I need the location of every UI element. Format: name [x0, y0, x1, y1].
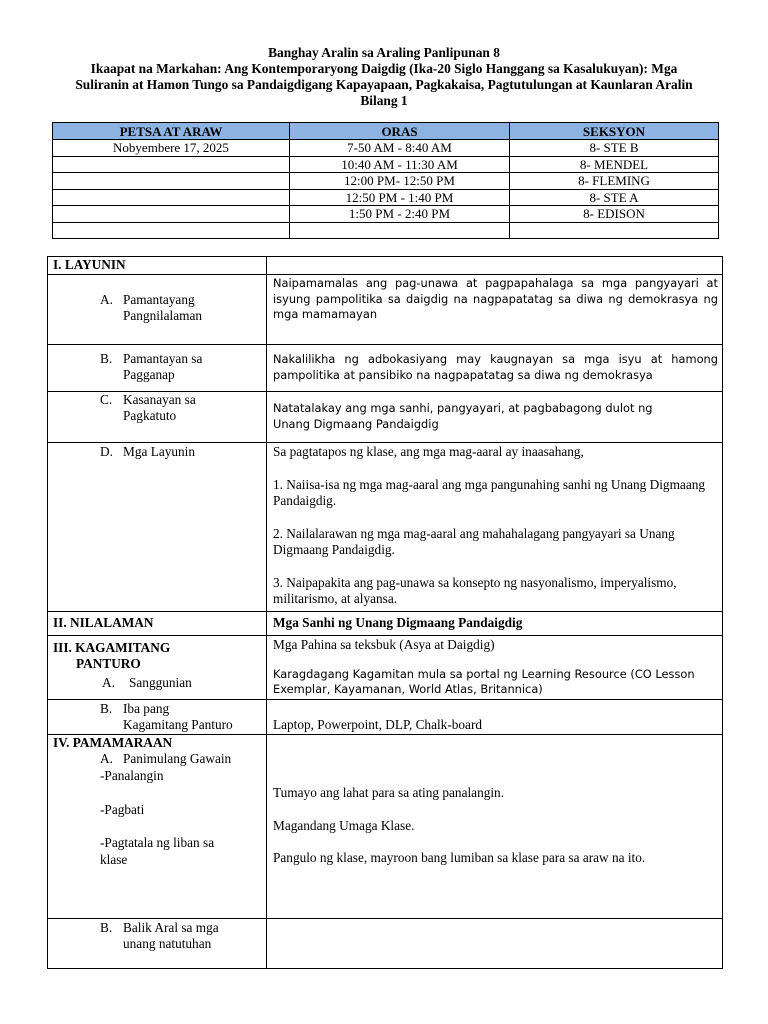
- cell-section: 8- MENDEL: [510, 156, 719, 173]
- cell-date: [53, 189, 290, 206]
- row-layunin-header: [48, 257, 723, 275]
- label-line: Sanggunian: [129, 675, 192, 690]
- pagtatala-text: Pangulo ng klase, mayroon bang lumiban sa klase para sa araw na ito.: [273, 850, 646, 865]
- section-kagamitan-title: III. KAGAMITANG: [53, 640, 171, 655]
- schedule-header-row: [53, 123, 719, 140]
- row-kasanayan-sa-pagkatuto: [48, 392, 723, 443]
- layunin-objective: 3. Naipapakita ang pag-unawa sa konsepto ng nasyonalismo, imperyalismo, militarismo, at alyansa.: [273, 574, 677, 606]
- item-letter: D.: [100, 444, 113, 459]
- header-seksyon: SEKSYON: [510, 123, 719, 140]
- layunin-objective: 2. Nailalarawan ng mga mag-aaral ang mahahalagang pangyayari sa Unang Digmaang Pandaigdig.: [273, 525, 675, 557]
- title-line-4: Bilang 1: [360, 93, 408, 108]
- schedule-row: [53, 173, 719, 190]
- item-letter: C.: [100, 392, 113, 407]
- label-line: Panimulang Gawain: [123, 751, 232, 766]
- pagtatala-label-2: klase: [100, 852, 128, 867]
- section-pamamaraan-title: IV. PAMAMARAAN: [53, 735, 173, 750]
- section-nilalaman-title: II. NILALAMAN: [53, 615, 154, 630]
- header-oras: ORAS: [290, 123, 510, 140]
- title-line-3: Suliranin at Hamon Tungo sa Pandaigdigang Kapayapaan, Pagkakaisa, Pagtutulungan at Kaunlaran Aralin: [75, 77, 693, 92]
- label-line: Pagganap: [123, 367, 175, 382]
- row-nilalaman: [48, 612, 723, 636]
- iba-pang-kagamitan-text: Laptop, Powerpoint, DLP, Chalk-board: [273, 717, 483, 732]
- item-letter: A.: [102, 675, 115, 690]
- nilalaman-text: Mga Sanhi ng Unang Digmaang Pandaigdig: [273, 615, 523, 630]
- title-line-2: Ikaapat na Markahan: Ang Kontemporaryong Daigdig (Ika-20 Siglo Hanggang sa Kasalukuyan): Mga: [90, 61, 678, 76]
- cell-time: 1:50 PM - 2:40 PM: [290, 206, 510, 223]
- label-line: Balik Aral sa mga: [123, 920, 219, 935]
- item-letter: B.: [100, 920, 113, 935]
- row-pamamaraan: [48, 735, 723, 919]
- cell-time: [290, 222, 510, 239]
- lesson-plan-table: [47, 256, 723, 969]
- pagtatala-label: -Pagtatala ng liban sa: [100, 835, 215, 850]
- kasanayan-text-line: Natatalakay ang mga sanhi, pangyayari, at pagbabagong dulot ng: [273, 401, 653, 415]
- schedule-row: [53, 140, 719, 157]
- row-kagamitang-panturo: [48, 636, 723, 700]
- sanggunian-text: Mga Pahina sa teksbuk (Asya at Daigdig): [273, 637, 495, 652]
- schedule-row: [53, 222, 719, 239]
- label-line: Kagamitang Panturo: [123, 717, 233, 732]
- label-line: Iba pang: [123, 701, 170, 716]
- header-petsa: PETSA AT ARAW: [53, 123, 290, 140]
- item-letter: B.: [100, 351, 113, 366]
- row-mga-layunin: [48, 443, 723, 612]
- row-pamantayang-pangnilalaman: [48, 275, 723, 345]
- row-pamantayan-sa-pagganap: [48, 345, 723, 392]
- label-line: unang natutuhan: [123, 936, 212, 951]
- cell-section: 8- FLEMING: [510, 173, 719, 190]
- pagbati-text: Magandang Umaga Klase.: [273, 817, 415, 833]
- cell-section: 8- STE B: [510, 140, 719, 157]
- schedule-row: [53, 189, 719, 206]
- kasanayan-text-line: Unang Digmaang Pandaigdig: [273, 416, 439, 431]
- label-line: Pamantayang: [123, 292, 195, 307]
- label-line: Pangnilalaman: [123, 308, 203, 323]
- cell-section: 8- EDISON: [510, 206, 719, 223]
- pamantayan-sa-pagganap-text: Nakalilikha ng adbokasiyang may kaugnayan sa mga isyu at hamong pampolitika at pansibiko na nagpapatatag sa diwa ng demokrasya: [273, 352, 718, 382]
- schedule-table: [52, 122, 719, 239]
- cell-time: 7-50 AM - 8:40 AM: [290, 140, 510, 157]
- label-line: Pamantayan sa: [123, 351, 203, 366]
- cell-section: 8- STE A: [510, 189, 719, 206]
- item-letter: B.: [100, 701, 113, 716]
- panalangin-text: Tumayo ang lahat para sa ating panalangin.: [273, 785, 505, 800]
- cell-date: Nobyembere 17, 2025: [53, 140, 290, 157]
- label-line: Pagkatuto: [123, 408, 177, 423]
- label-line: Kasanayan sa: [123, 392, 196, 407]
- cell-date: [53, 173, 290, 190]
- row-iba-pang-kagamitan: [48, 700, 723, 735]
- karagdagang-kagamitan-text: Karagdagang Kagamitan mula sa portal ng Learning Resource (CO Lesson Exemplar, Kayamanan, World Atlas, Britannica): [273, 666, 695, 697]
- cell-section: [510, 222, 719, 239]
- layunin-intro: Sa pagtatapos ng klase, ang mga mag-aaral ay inaasahang,: [273, 444, 584, 459]
- pamantayang-pangnilalaman-text: Naipamamalas ang pag-unawa at pagpapahalaga sa mga pangyayari at isyung pampolitika sa daigdig na nagpapatatag sa diwa ng demokrasya ng mga mamamayan: [273, 276, 718, 322]
- section-layunin-title: I. LAYUNIN: [53, 257, 126, 272]
- cell-time: 12:00 PM- 12:50 PM: [290, 173, 510, 190]
- row-balik-aral: [48, 919, 723, 969]
- panalangin-label: -Panalangin: [100, 768, 164, 783]
- cell-time: 10:40 AM - 11:30 AM: [290, 156, 510, 173]
- item-letter: A.: [100, 751, 113, 766]
- schedule-row: [53, 206, 719, 223]
- cell-date: [53, 222, 290, 239]
- label-line: Mga Layunin: [123, 444, 196, 459]
- item-letter: A.: [100, 292, 113, 307]
- title-line-1: Banghay Aralin sa Araling Panlipunan 8: [268, 45, 500, 60]
- cell-date: [53, 206, 290, 223]
- pagbati-label: -Pagbati: [100, 802, 145, 817]
- layunin-objective: 1. Naiisa-isa ng mga mag-aaral ang mga pangunahing sanhi ng Unang Digmaang Pandaigdig.: [273, 476, 706, 508]
- section-kagamitan-title-2: PANTURO: [76, 656, 141, 671]
- cell-time: 12:50 PM - 1:40 PM: [290, 189, 510, 206]
- document-title: [40, 45, 728, 109]
- cell-date: [53, 156, 290, 173]
- schedule-row: [53, 156, 719, 173]
